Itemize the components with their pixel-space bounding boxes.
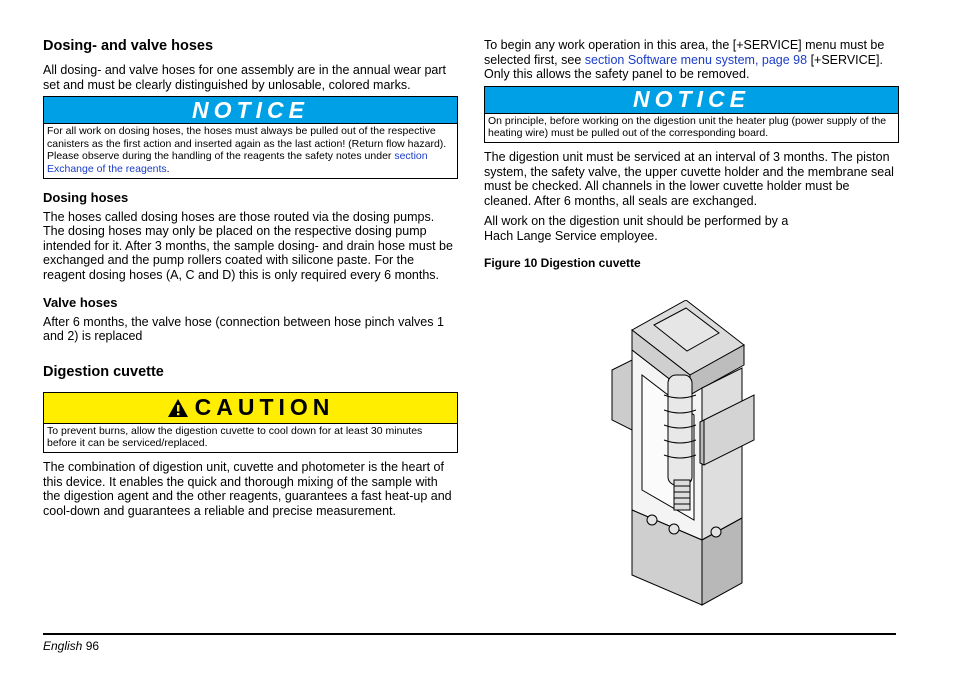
caution-header: [44, 393, 457, 424]
page-footer: [43, 639, 99, 653]
notice-header: NOTICE: [485, 87, 898, 114]
notice-box-digestion: [484, 86, 899, 143]
footer-language: English: [43, 639, 83, 653]
hach-text-line1: All work on the digestion unit should be performed by a: [484, 214, 789, 229]
notice-text: For all work on dosing hoses, the hoses must always be pulled out of the respective canisters as the first action and inserted again as the last action! (Return flow hazard). Please observe during the handling of the reagents the safety notes under: [47, 125, 447, 163]
service-text-end: [+SERVICE]. Only this allows the safety panel to be removed.: [484, 52, 883, 82]
footer-page-number: 96: [85, 639, 100, 653]
paragraph-valve-hoses: After 6 months, the valve hose (connection between hose pinch valves 1 and 2) is replaced: [43, 314, 444, 344]
heading-digestion-cuvette: Digestion cuvette: [43, 363, 164, 380]
service-text: To begin any work operation in this area, the [+SERVICE] menu must be selected first, see: [484, 38, 885, 67]
digestion-cuvette-figure: [604, 300, 774, 610]
caution-body: To prevent burns, allow the digestion cuvette to cool down for at least 30 minutes before it can be serviced/replaced.: [47, 424, 423, 450]
heading-dosing-hoses: Dosing hoses: [43, 189, 129, 205]
link-exchange-reagents[interactable]: section Exchange of the reagents: [47, 150, 428, 175]
notice-text-end: .: [166, 162, 170, 175]
paragraph-service: [484, 38, 899, 82]
notice-box-dosing: [43, 96, 458, 178]
notice-header: NOTICE: [44, 97, 457, 124]
warning-triangle-icon: [167, 398, 189, 418]
paragraph-service-interval: The digestion unit must be serviced at an interval of 3 months. The piston system, the safety valve, the upper cuvette holder and the membrane seal must be checked. All channels in the lower cuvette holder must be cleaned. After 6 months, all seals are exchanged.: [484, 149, 894, 208]
link-software-menu-system[interactable]: section Software menu system, page 98: [584, 52, 808, 67]
heading-valve-hoses: Valve hoses: [43, 294, 118, 310]
right-column: [484, 38, 899, 270]
paragraph-combination: The combination of digestion unit, cuvette and photometer is the heart of this device. It enables the quick and thorough mixing of the sample with the digestion agent and the other reagents, guarantees a fast heat-up and cool-down and guarantees a reliable and precise measurement.: [43, 459, 452, 518]
notice-body: [44, 124, 457, 177]
caution-box: [43, 392, 458, 453]
footer-rule: [43, 633, 896, 635]
caution-title: CAUTION: [194, 394, 335, 421]
hach-text-line2: Hach Lange Service employee.: [484, 228, 658, 243]
notice-body: On principle, before working on the digestion unit the heater plug (power supply of the heating wire) must be pulled out of the corresponding board.: [488, 114, 887, 140]
paragraph-dosing-hoses: The hoses called dosing hoses are those routed via the dosing pumps. The dosing hoses may only be placed on the respective dosing pump intended for it. After 3 months, the sample dosing- and drain hose must be exchanged and the pump rollers coated with silicone paste. For the reagent dosing hoses (A, C and D) this is only required every 6 months.: [43, 209, 453, 282]
figure-caption: Figure 10 Digestion cuvette: [484, 255, 641, 270]
paragraph-hach-service: [484, 214, 899, 243]
left-column: [43, 38, 458, 518]
heading-dosing-valve-hoses: Dosing- and valve hoses: [43, 38, 214, 54]
paragraph-dosing-valve-hoses: All dosing- and valve hoses for one assembly are in the annual wear part set and must be clearly distinguished by unlosable, colored marks.: [43, 63, 447, 92]
